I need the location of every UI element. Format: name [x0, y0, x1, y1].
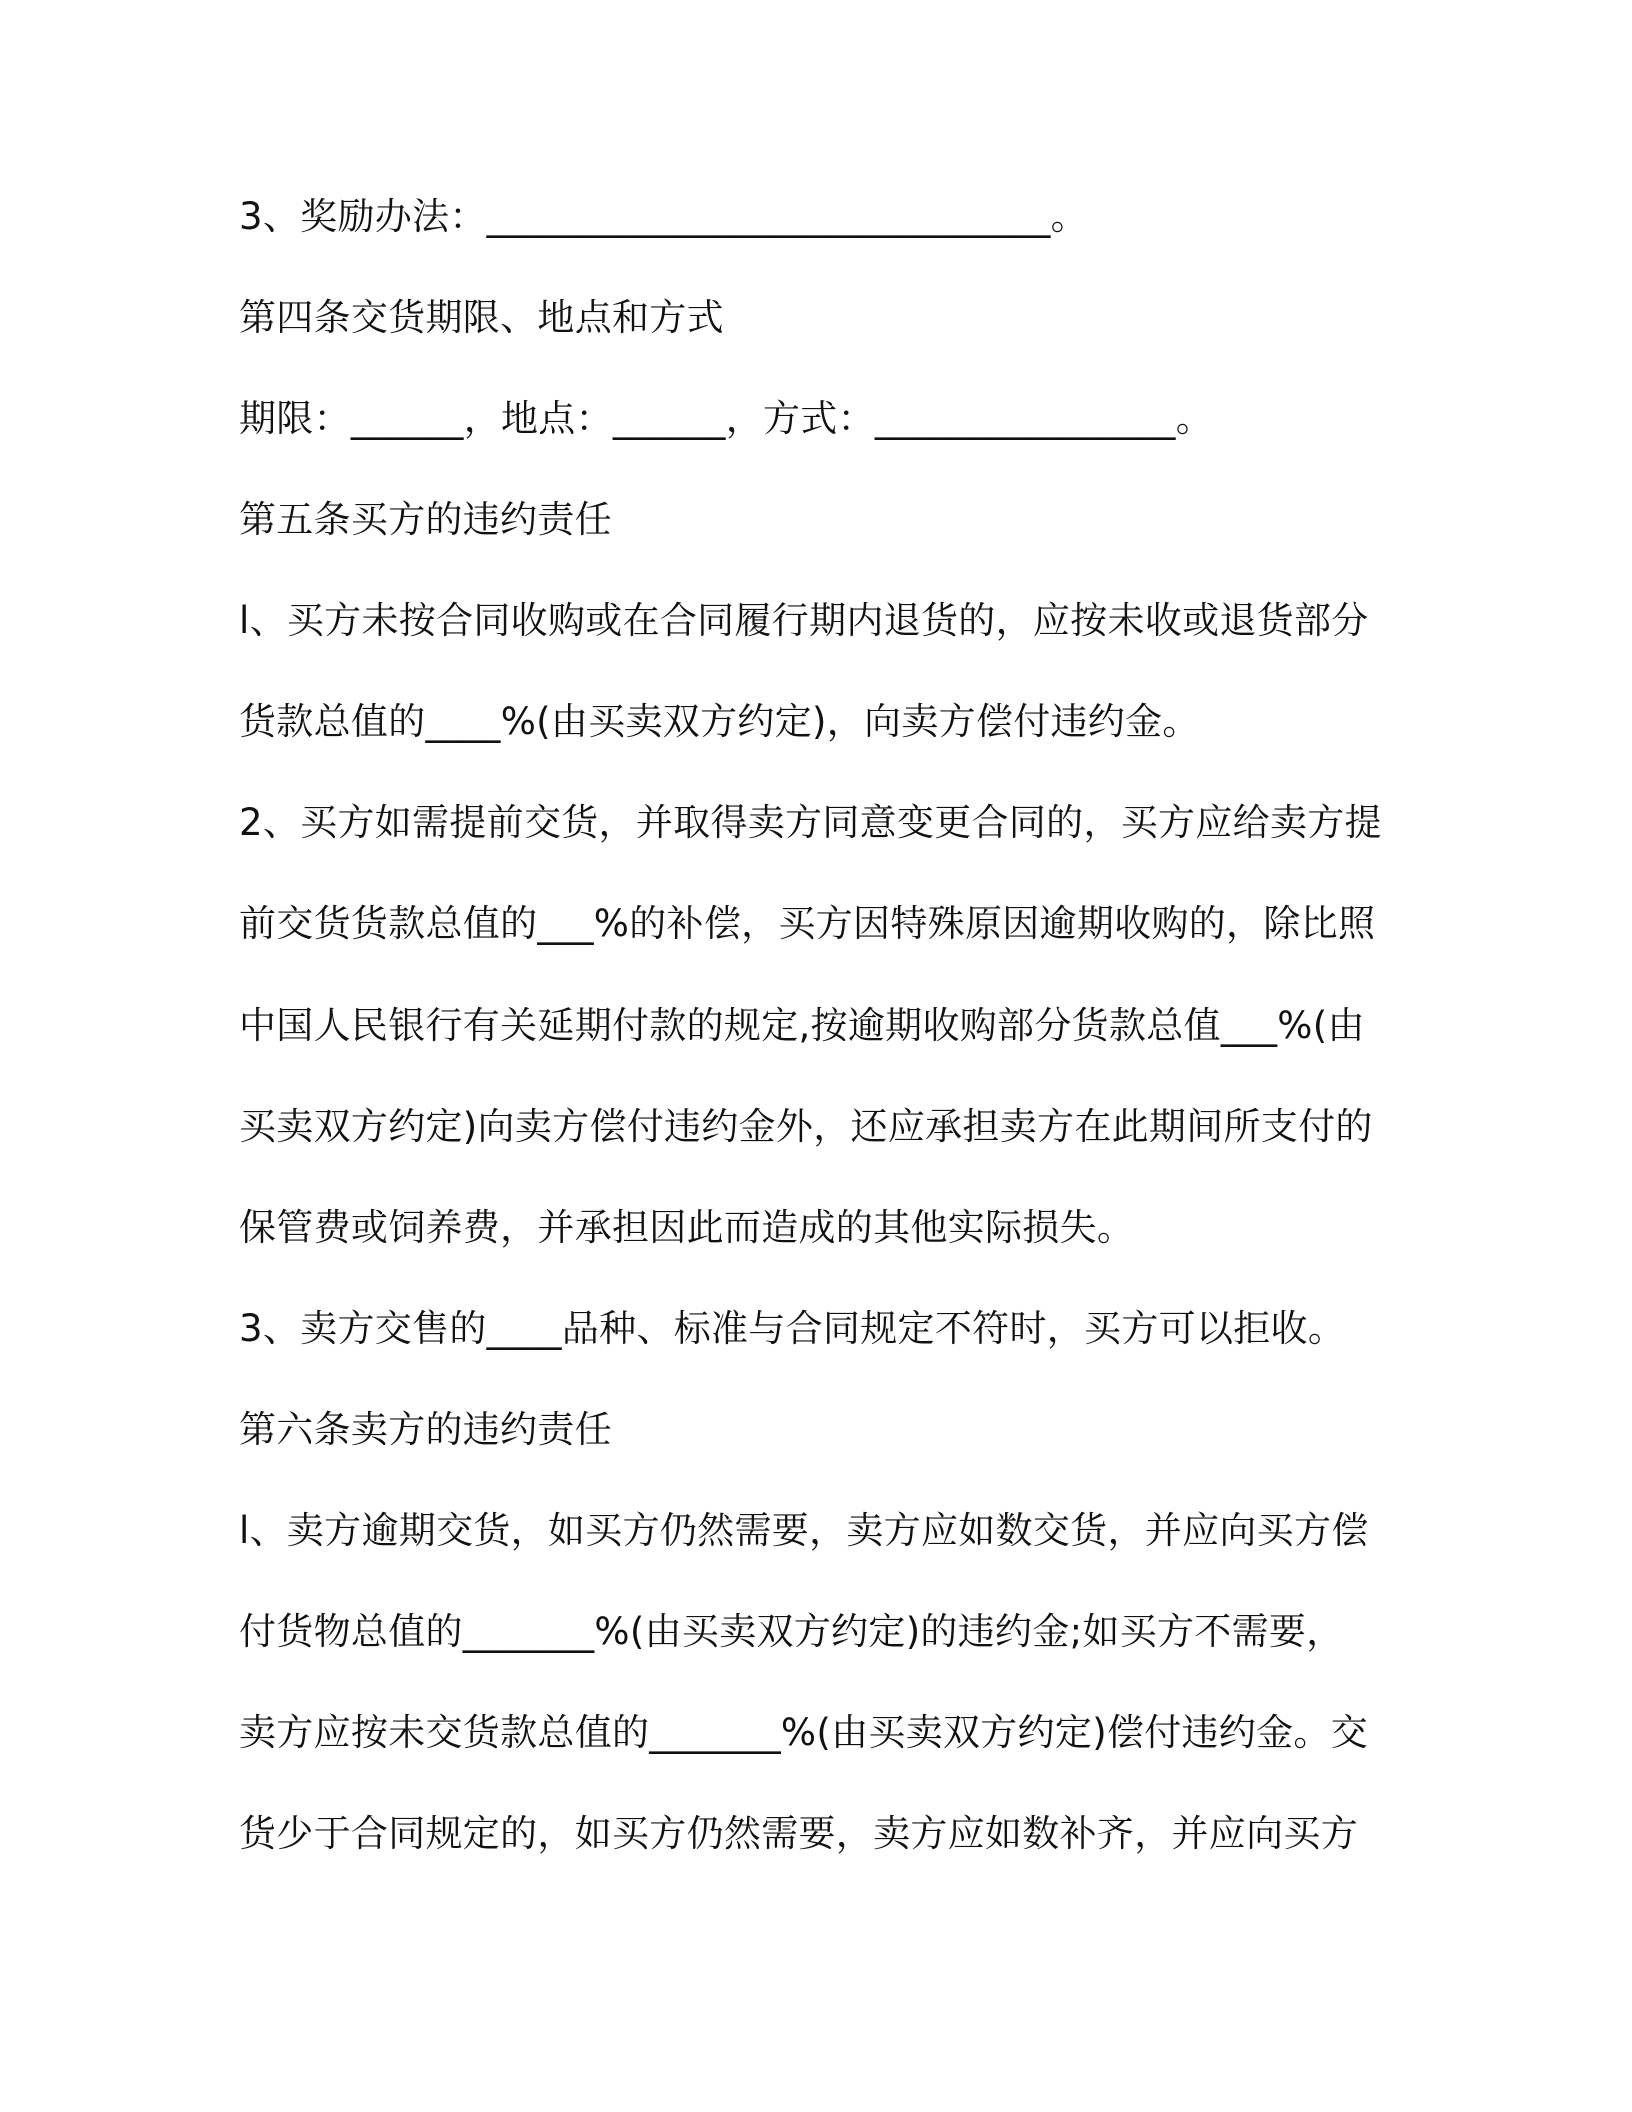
article-4-heading: 第四条交货期限、地点和方式 — [239, 296, 724, 339]
paragraph-line: 保管费或饲养费，并承担因此而造成的其他实际损失。 — [239, 1206, 1135, 1249]
article-6-heading: 第六条卖方的违约责任 — [239, 1408, 612, 1451]
paragraph-line: 3、卖方交售的____品种、标准与合同规定不符时，买方可以拒收。 — [239, 1307, 1346, 1350]
paragraph-line: 买卖双方约定)向卖方偿付违约金外，还应承担卖方在此期间所支付的 — [239, 1105, 1373, 1148]
delivery-terms-line: 期限：______，地点：______，方式：________________。 — [239, 397, 1213, 440]
paragraph-line: 2、买方如需提前交货，并取得卖方同意变更合同的，买方应给卖方提 — [239, 801, 1382, 844]
reward-method-line: 3、奖励办法：______________________________。 — [239, 195, 1088, 238]
paragraph-line: l、卖方逾期交货，如买方仍然需要，卖方应如数交货，并应向买方偿 — [239, 1509, 1369, 1552]
paragraph-line: 付货物总值的_______%(由买卖双方约定)的违约金;如买方不需要， — [239, 1610, 1344, 1653]
paragraph-line: 卖方应按未交货款总值的_______%(由买卖双方约定)偿付违约金。交 — [239, 1711, 1369, 1754]
article-5-heading: 第五条买方的违约责任 — [239, 498, 612, 541]
paragraph-line: 货款总值的____%(由买卖双方约定)，向卖方偿付违约金。 — [239, 700, 1200, 743]
paragraph-line: 前交货货款总值的___%的补偿，买方因特殊原因逾期收购的，除比照 — [239, 902, 1376, 945]
paragraph-line: l、买方未按合同收购或在合同履行期内退货的，应按未收或退货部分 — [239, 599, 1369, 642]
paragraph-line: 货少于合同规定的，如买方仍然需要，卖方应如数补齐，并应向买方 — [239, 1812, 1358, 1855]
paragraph-line: 中国人民银行有关延期付款的规定,按逾期收购部分货款总值___%(由 — [239, 1004, 1365, 1047]
